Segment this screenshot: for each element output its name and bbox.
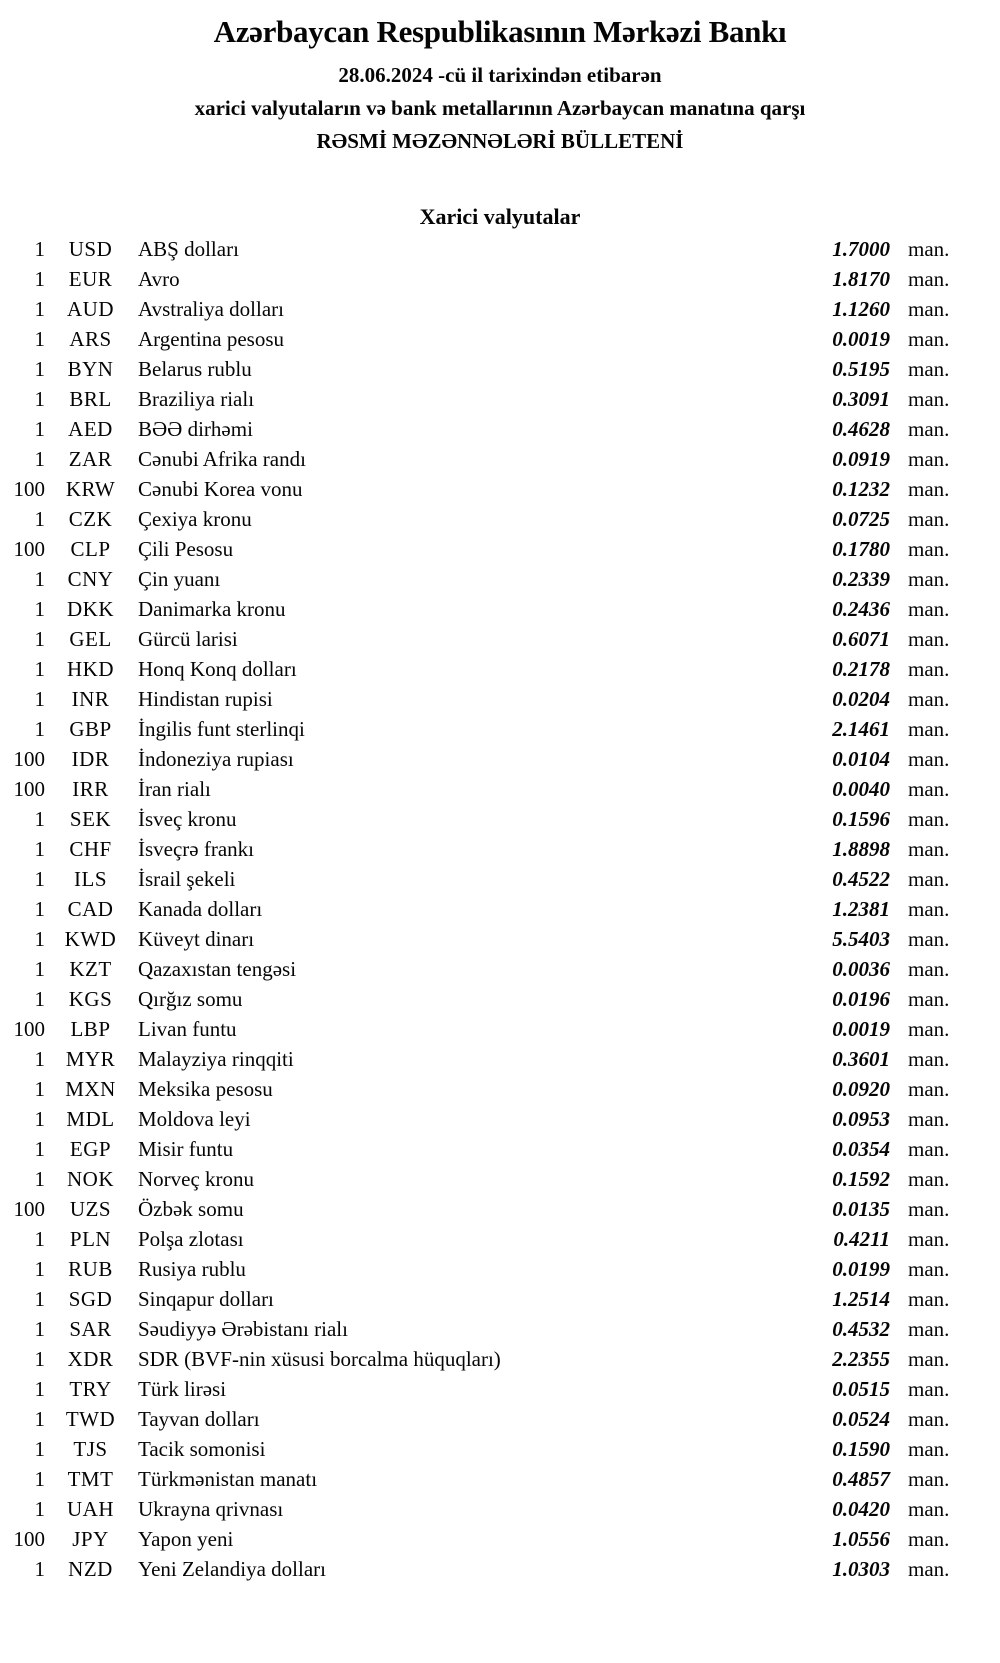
currency-name: Hindistan rupisi bbox=[138, 687, 273, 711]
table-row bbox=[0, 1374, 962, 1404]
currency-unit: man. bbox=[908, 657, 950, 681]
currency-rate: 1.0303 bbox=[832, 1557, 890, 1581]
currency-quantity: 1 bbox=[34, 1467, 45, 1491]
currency-quantity: 1 bbox=[34, 1227, 45, 1251]
table-row bbox=[0, 894, 962, 924]
currency-unit: man. bbox=[908, 1527, 950, 1551]
currency-rate: 0.1592 bbox=[832, 1167, 890, 1191]
currency-rate: 0.2339 bbox=[832, 567, 890, 591]
currency-code: HKD bbox=[67, 657, 114, 681]
currency-name: Argentina pesosu bbox=[138, 327, 285, 351]
currency-name: Türk lirəsi bbox=[138, 1377, 227, 1401]
table-row bbox=[0, 444, 962, 474]
currency-rate: 0.0919 bbox=[832, 447, 890, 471]
table-row bbox=[0, 954, 962, 984]
currency-code: JPY bbox=[72, 1527, 109, 1551]
currency-code: LBP bbox=[70, 1017, 111, 1041]
currency-quantity: 1 bbox=[34, 1317, 45, 1341]
currency-rate: 0.0920 bbox=[832, 1077, 890, 1101]
currency-name: Misir funtu bbox=[138, 1137, 234, 1161]
currency-name: Tacik somonisi bbox=[138, 1437, 266, 1461]
currency-name: Yeni Zelandiya dolları bbox=[138, 1557, 326, 1581]
currency-unit: man. bbox=[908, 1317, 950, 1341]
currency-quantity: 1 bbox=[34, 957, 45, 981]
table-row bbox=[0, 834, 962, 864]
currency-rate: 0.1596 bbox=[832, 807, 890, 831]
currency-code: ZAR bbox=[68, 447, 113, 471]
currency-quantity: 1 bbox=[34, 447, 45, 471]
currency-quantity: 1 bbox=[34, 417, 45, 441]
table-row bbox=[0, 684, 962, 714]
currency-unit: man. bbox=[908, 747, 950, 771]
currency-quantity: 100 bbox=[13, 1197, 45, 1221]
currency-name: Meksika pesosu bbox=[138, 1077, 273, 1101]
table-row bbox=[0, 354, 962, 384]
currency-name: Norveç kronu bbox=[138, 1167, 255, 1191]
bank-title: Azərbaycan Respublikasının Mərkəzi Bankı bbox=[213, 14, 787, 49]
currency-rate: 5.5403 bbox=[832, 927, 890, 951]
currency-code: ILS bbox=[74, 867, 107, 891]
currency-rate: 2.2355 bbox=[832, 1347, 890, 1371]
table-row bbox=[0, 1464, 962, 1494]
currency-name: Türkmənistan manatı bbox=[138, 1467, 318, 1491]
currency-name: İsveç kronu bbox=[138, 807, 237, 831]
currency-name: Livan funtu bbox=[138, 1017, 237, 1041]
table-row bbox=[0, 1284, 962, 1314]
currency-unit: man. bbox=[908, 1137, 950, 1161]
table-row bbox=[0, 1224, 962, 1254]
currency-unit: man. bbox=[908, 927, 950, 951]
table-row bbox=[0, 1524, 962, 1554]
table-row bbox=[0, 864, 962, 894]
currency-code: KGS bbox=[68, 987, 113, 1011]
table-row bbox=[0, 594, 962, 624]
currency-quantity: 100 bbox=[13, 477, 45, 501]
currency-name: Gürcü larisi bbox=[138, 627, 238, 651]
currency-code: BRL bbox=[69, 387, 112, 411]
currency-rate: 0.1590 bbox=[832, 1437, 890, 1461]
currency-name: İngilis funt sterlinqi bbox=[138, 717, 305, 741]
currency-unit: man. bbox=[908, 1557, 950, 1581]
currency-code: CLP bbox=[70, 537, 111, 561]
currency-name: Səudiyyə Ərəbistanı rialı bbox=[138, 1317, 348, 1341]
table-row bbox=[0, 294, 962, 324]
currency-quantity: 1 bbox=[34, 237, 45, 261]
currency-code: GEL bbox=[69, 627, 112, 651]
table-row bbox=[0, 774, 962, 804]
currency-quantity: 100 bbox=[13, 777, 45, 801]
currency-code: NZD bbox=[68, 1557, 113, 1581]
currency-quantity: 1 bbox=[34, 987, 45, 1011]
currency-rate: 0.5195 bbox=[832, 357, 890, 381]
subtitle-line: xarici valyutaların və bank metallarının Azərbaycan manatına qarşı bbox=[194, 96, 806, 120]
table-row bbox=[0, 1014, 962, 1044]
currency-code: TRY bbox=[69, 1377, 112, 1401]
currency-quantity: 1 bbox=[34, 267, 45, 291]
currency-name: Kanada dolları bbox=[138, 897, 263, 921]
currency-rate: 0.0420 bbox=[832, 1497, 890, 1521]
currency-quantity: 100 bbox=[13, 1527, 45, 1551]
currency-quantity: 1 bbox=[34, 1107, 45, 1131]
currency-code: PLN bbox=[69, 1227, 112, 1251]
document-header bbox=[0, 0, 1000, 158]
currency-unit: man. bbox=[908, 1287, 950, 1311]
currency-code: INR bbox=[71, 687, 110, 711]
currency-name: İsrail şekeli bbox=[138, 867, 236, 891]
currency-quantity: 100 bbox=[13, 1017, 45, 1041]
currency-unit: man. bbox=[908, 777, 950, 801]
currency-unit: man. bbox=[908, 807, 950, 831]
currency-unit: man. bbox=[908, 627, 950, 651]
currency-rate: 0.0953 bbox=[832, 1107, 890, 1131]
currency-rate: 0.0204 bbox=[832, 687, 890, 711]
currency-name: Özbək somu bbox=[138, 1197, 244, 1221]
currency-unit: man. bbox=[908, 1407, 950, 1431]
currency-rate: 2.1461 bbox=[832, 717, 890, 741]
currency-code: SAR bbox=[69, 1317, 112, 1341]
currency-code: NOK bbox=[67, 1167, 114, 1191]
section-title-foreign-currencies: Xarici valyutalar bbox=[419, 204, 581, 229]
currency-quantity: 1 bbox=[34, 867, 45, 891]
currency-unit: man. bbox=[908, 1107, 950, 1131]
currency-quantity: 1 bbox=[34, 1287, 45, 1311]
currency-quantity: 1 bbox=[34, 327, 45, 351]
currency-name: Braziliya rialı bbox=[138, 387, 255, 411]
currency-rate: 0.4522 bbox=[832, 867, 890, 891]
currency-rate: 0.3601 bbox=[832, 1047, 890, 1071]
currency-rate: 0.0196 bbox=[832, 987, 890, 1011]
currency-rate: 1.8898 bbox=[832, 837, 890, 861]
table-row bbox=[0, 624, 962, 654]
currency-code: RUB bbox=[68, 1257, 113, 1281]
currency-name: Yapon yeni bbox=[138, 1527, 234, 1551]
currency-code: UAH bbox=[67, 1497, 114, 1521]
currency-unit: man. bbox=[908, 597, 950, 621]
currency-unit: man. bbox=[908, 537, 950, 561]
currency-quantity: 1 bbox=[34, 507, 45, 531]
table-row bbox=[0, 384, 962, 414]
currency-name: Küveyt dinarı bbox=[138, 927, 255, 951]
currency-unit: man. bbox=[908, 267, 950, 291]
currency-code: SGD bbox=[68, 1287, 113, 1311]
currency-rate: 0.4211 bbox=[833, 1227, 890, 1251]
currency-code: ARS bbox=[69, 327, 112, 351]
table-row bbox=[0, 1074, 962, 1104]
currency-code: MDL bbox=[66, 1107, 115, 1131]
currency-name: Danimarka kronu bbox=[138, 597, 286, 621]
currency-name: İndoneziya rupiası bbox=[138, 747, 294, 771]
currency-rate: 0.0104 bbox=[832, 747, 890, 771]
currency-code: GBP bbox=[69, 717, 112, 741]
currency-rate: 0.6071 bbox=[832, 627, 890, 651]
currency-unit: man. bbox=[908, 507, 950, 531]
currency-name: Avstraliya dolları bbox=[138, 297, 284, 321]
currency-rate: 1.2381 bbox=[832, 897, 890, 921]
table-row bbox=[0, 1554, 962, 1584]
currency-rate: 1.7000 bbox=[832, 237, 890, 261]
currency-quantity: 1 bbox=[34, 597, 45, 621]
currency-rate: 0.0019 bbox=[832, 1017, 890, 1041]
currency-name: İran rialı bbox=[138, 777, 211, 801]
currency-quantity: 1 bbox=[34, 1497, 45, 1521]
currency-code: KWD bbox=[64, 927, 117, 951]
currency-rate: 0.4628 bbox=[832, 417, 890, 441]
currency-quantity: 1 bbox=[34, 387, 45, 411]
table-row bbox=[0, 714, 962, 744]
currency-quantity: 1 bbox=[34, 1137, 45, 1161]
currency-unit: man. bbox=[908, 447, 950, 471]
currency-quantity: 1 bbox=[34, 297, 45, 321]
currency-code: KZT bbox=[69, 957, 112, 981]
currency-name: Polşa zlotası bbox=[138, 1227, 244, 1251]
table-row bbox=[0, 234, 962, 264]
currency-name: Moldova leyi bbox=[138, 1107, 251, 1131]
currency-name: İsveçrə frankı bbox=[138, 837, 255, 861]
table-row bbox=[0, 474, 962, 504]
currency-code: USD bbox=[68, 237, 113, 261]
currency-quantity: 1 bbox=[34, 807, 45, 831]
currency-name: SDR (BVF-nin xüsusi borcalma hüquqları) bbox=[138, 1347, 501, 1371]
currency-code: TJS bbox=[73, 1437, 108, 1461]
currency-quantity: 1 bbox=[34, 1407, 45, 1431]
currency-unit: man. bbox=[908, 387, 950, 411]
currency-unit: man. bbox=[908, 987, 950, 1011]
currency-quantity: 1 bbox=[34, 627, 45, 651]
currency-quantity: 1 bbox=[34, 1347, 45, 1371]
currency-name: Honq Konq dolları bbox=[138, 657, 297, 681]
table-row bbox=[0, 924, 962, 954]
currency-code: MXN bbox=[65, 1077, 116, 1101]
currency-quantity: 1 bbox=[34, 687, 45, 711]
table-row bbox=[0, 1344, 962, 1374]
currency-unit: man. bbox=[908, 477, 950, 501]
currency-unit: man. bbox=[908, 417, 950, 441]
currency-code: AUD bbox=[67, 297, 114, 321]
currency-name: ABŞ dolları bbox=[138, 237, 239, 261]
currency-name: Avro bbox=[138, 267, 180, 291]
currency-unit: man. bbox=[908, 717, 950, 741]
currency-name: Rusiya rublu bbox=[138, 1257, 246, 1281]
currency-code: AED bbox=[68, 417, 113, 441]
currency-quantity: 1 bbox=[34, 1047, 45, 1071]
currency-unit: man. bbox=[908, 1497, 950, 1521]
currency-unit: man. bbox=[908, 1467, 950, 1491]
currency-name: Çili Pesosu bbox=[138, 537, 234, 561]
currency-unit: man. bbox=[908, 897, 950, 921]
currency-unit: man. bbox=[908, 1437, 950, 1461]
currency-unit: man. bbox=[908, 1347, 950, 1371]
table-row bbox=[0, 654, 962, 684]
currency-rate: 1.8170 bbox=[832, 267, 890, 291]
currency-rate: 0.3091 bbox=[832, 387, 890, 411]
currency-code: TMT bbox=[67, 1467, 114, 1491]
effective-date-line: 28.06.2024 -cü il tarixindən etibarən bbox=[338, 63, 662, 87]
currency-code: XDR bbox=[67, 1347, 114, 1371]
table-row bbox=[0, 1404, 962, 1434]
table-row bbox=[0, 1134, 962, 1164]
currency-name: Malayziya rinqqiti bbox=[138, 1047, 294, 1071]
currency-unit: man. bbox=[908, 1167, 950, 1191]
currency-name: Qırğız somu bbox=[138, 987, 243, 1011]
currency-code: CZK bbox=[68, 507, 113, 531]
currency-unit: man. bbox=[908, 1257, 950, 1281]
table-row bbox=[0, 324, 962, 354]
currency-quantity: 1 bbox=[34, 567, 45, 591]
currency-code: CAD bbox=[67, 897, 114, 921]
currency-quantity: 1 bbox=[34, 1437, 45, 1461]
currency-name: Belarus rublu bbox=[138, 357, 252, 381]
currency-unit: man. bbox=[908, 1017, 950, 1041]
table-row bbox=[0, 1254, 962, 1284]
currency-code: UZS bbox=[69, 1197, 112, 1221]
currency-unit: man. bbox=[908, 1377, 950, 1401]
currency-code: TWD bbox=[65, 1407, 116, 1431]
currency-code: BYN bbox=[67, 357, 114, 381]
currency-name: Qazaxıstan tengəsi bbox=[138, 957, 297, 981]
currency-rate: 0.4857 bbox=[832, 1467, 890, 1491]
currency-quantity: 1 bbox=[34, 897, 45, 921]
currency-rate: 0.0354 bbox=[832, 1137, 890, 1161]
currency-rate: 0.0725 bbox=[832, 507, 890, 531]
currency-quantity: 1 bbox=[34, 927, 45, 951]
currency-quantity: 100 bbox=[13, 537, 45, 561]
bulletin-title-line: RƏSMİ MƏZƏNNƏLƏRİ BÜLLETENİ bbox=[316, 129, 684, 153]
table-row bbox=[0, 744, 962, 774]
currency-quantity: 1 bbox=[34, 657, 45, 681]
currency-unit: man. bbox=[908, 867, 950, 891]
currency-code: CHF bbox=[69, 837, 112, 861]
currency-unit: man. bbox=[908, 327, 950, 351]
table-row bbox=[0, 1164, 962, 1194]
currency-quantity: 1 bbox=[34, 1167, 45, 1191]
currency-code: IRR bbox=[72, 777, 109, 801]
table-row bbox=[0, 564, 962, 594]
currency-rate: 0.1232 bbox=[832, 477, 890, 501]
currency-name: BƏƏ dirhəmi bbox=[138, 417, 253, 441]
currency-name: Çexiya kronu bbox=[138, 507, 252, 531]
currency-rate: 0.0135 bbox=[832, 1197, 890, 1221]
currency-name: Tayvan dolları bbox=[138, 1407, 260, 1431]
currency-unit: man. bbox=[908, 687, 950, 711]
currency-unit: man. bbox=[908, 837, 950, 861]
currency-unit: man. bbox=[908, 1077, 950, 1101]
currency-rate: 0.0019 bbox=[832, 327, 890, 351]
currency-unit: man. bbox=[908, 957, 950, 981]
table-row bbox=[0, 1314, 962, 1344]
currency-rate: 0.2178 bbox=[832, 657, 890, 681]
currency-unit: man. bbox=[908, 297, 950, 321]
currency-rate: 1.2514 bbox=[832, 1287, 890, 1311]
currency-name: Sinqapur dolları bbox=[138, 1287, 274, 1311]
currency-quantity: 1 bbox=[34, 1557, 45, 1581]
currency-unit: man. bbox=[908, 1197, 950, 1221]
table-row bbox=[0, 1194, 962, 1224]
currency-quantity: 1 bbox=[34, 717, 45, 741]
currency-quantity: 100 bbox=[13, 747, 45, 771]
currency-name: Cənubi Afrika randı bbox=[138, 447, 306, 471]
table-row bbox=[0, 984, 962, 1014]
currency-rate: 0.2436 bbox=[832, 597, 890, 621]
currency-code: EGP bbox=[69, 1137, 112, 1161]
currency-code: DKK bbox=[67, 597, 114, 621]
currency-rate: 0.0199 bbox=[832, 1257, 890, 1281]
currency-name: Cənubi Korea vonu bbox=[138, 477, 303, 501]
currency-rate: 1.1260 bbox=[832, 297, 890, 321]
table-row bbox=[0, 534, 962, 564]
currency-rate: 0.0040 bbox=[832, 777, 890, 801]
currency-code: CNY bbox=[67, 567, 114, 591]
currency-code: MYR bbox=[65, 1047, 116, 1071]
currency-unit: man. bbox=[908, 357, 950, 381]
rates-table bbox=[0, 234, 1000, 1584]
currency-rate: 0.0036 bbox=[832, 957, 890, 981]
currency-quantity: 1 bbox=[34, 1257, 45, 1281]
currency-code: KRW bbox=[65, 477, 116, 501]
currency-quantity: 1 bbox=[34, 357, 45, 381]
currency-unit: man. bbox=[908, 237, 950, 261]
table-row bbox=[0, 504, 962, 534]
currency-quantity: 1 bbox=[34, 837, 45, 861]
currency-quantity: 1 bbox=[34, 1377, 45, 1401]
table-row bbox=[0, 1434, 962, 1464]
currency-rate: 0.0515 bbox=[832, 1377, 890, 1401]
table-row bbox=[0, 1104, 962, 1134]
currency-name: Çin yuanı bbox=[138, 567, 221, 591]
table-row bbox=[0, 1044, 962, 1074]
table-row bbox=[0, 804, 962, 834]
table-row bbox=[0, 1494, 962, 1524]
currency-name: Ukrayna qrivnası bbox=[138, 1497, 284, 1521]
table-row bbox=[0, 264, 962, 294]
currency-code: EUR bbox=[68, 267, 113, 291]
currency-rate: 0.4532 bbox=[832, 1317, 890, 1341]
currency-unit: man. bbox=[908, 1047, 950, 1071]
currency-code: SEK bbox=[69, 807, 112, 831]
currency-rate: 0.1780 bbox=[832, 537, 890, 561]
currency-quantity: 1 bbox=[34, 1077, 45, 1101]
currency-unit: man. bbox=[908, 1227, 950, 1251]
currency-code: IDR bbox=[71, 747, 110, 771]
currency-unit: man. bbox=[908, 567, 950, 591]
table-row bbox=[0, 414, 962, 444]
currency-rate: 0.0524 bbox=[832, 1407, 890, 1431]
currency-rate: 1.0556 bbox=[832, 1527, 890, 1551]
